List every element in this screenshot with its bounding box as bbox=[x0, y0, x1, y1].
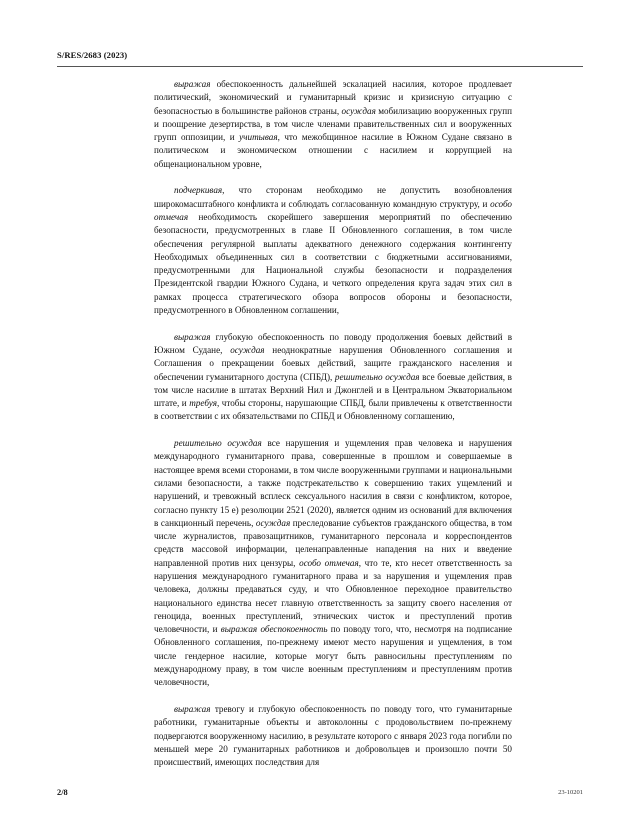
operative-keyword: осуждая bbox=[341, 105, 376, 116]
operative-keyword: решительно осуждая bbox=[334, 371, 420, 382]
paragraph-text: , чтобы стороны, нарушающие СПБД, были привлечены к ответственности в соответствии с их обязательствами по СПБД и Обновленному соглашению, bbox=[154, 398, 512, 422]
paragraph-text: глубокую обеспокоенность по поводу продолжения боевых действий в Южном Судане, bbox=[154, 331, 512, 355]
paragraph-text: все нарушения и ущемления прав человека и нарушения международного гуманитарного права, совершенные в прошлом и совершаемые в настоящее время всеми сторонами, в том числе вооруженными группами и национальными силами безопасности, а также подстрекательство к совершению таких ущемлений и нарушений, и тревожный всплеск сексуального насилия в связи с конфликтом, которое, согласно пункту 15 e) резолюции 2521 (2020), является одним из оснований для включения в санкционный перечень, bbox=[154, 438, 512, 528]
paragraph-text: обеспокоенность дальнейшей эскалацией насилия, которое продлевает политический, экономический и гуманитарный кризис и кризисную ситуацию с безопасностью в большинстве районов страны, bbox=[154, 79, 512, 116]
operative-keyword: подчеркивая bbox=[174, 185, 223, 196]
operative-keyword: требуя bbox=[189, 398, 217, 409]
preamble-paragraph bbox=[154, 184, 512, 317]
operative-keyword: учитывая bbox=[239, 132, 278, 143]
preamble-paragraph bbox=[154, 331, 512, 424]
header-divider bbox=[57, 66, 583, 67]
operative-keyword: выражая обеспокоенность bbox=[220, 624, 328, 635]
page-number: 2/8 bbox=[57, 788, 68, 797]
operative-keyword: выражая bbox=[174, 79, 211, 89]
paragraph-text: мобилизацию вооруженных групп и поощрение дезертирства, в том числе членами правительственных сил и вооруженных групп оппозиции, и bbox=[154, 105, 512, 143]
paragraph-text: по поводу того, что, несмотря на подписание Обновленного соглашения, по-прежнему имеют место нарушения и ущемления, в том числе гендерное насилие, которые могут быть равносильны преступлениям по международному праву, в том числе военным преступлениям и преступлениям против человечности, bbox=[154, 624, 513, 688]
operative-keyword: решительно осуждая bbox=[174, 438, 262, 449]
preamble-paragraph bbox=[154, 703, 512, 769]
document-symbol: S/RES/2683 (2023) bbox=[57, 50, 128, 60]
operative-keyword: особо отмечая bbox=[299, 557, 359, 568]
paragraph-text: необходимость скорейшего завершения мероприятий по обеспечению безопасности, предусмотренных в главе II Обновленного соглашения, в том числе обеспечения регулярной выплаты адекватного денежного содержания контингенту Необходимых объединенных сил в соответствии с бюджетными ассигнованиями, предусмотренными для Национальной службы безопасности и подразделения Президентской гвардии Южного Судана, и четкого определения круга задач этих сил в рамках процесса стратегического обзора вопросов обороны и безопасности, предусмотренного в Обновленном соглашении, bbox=[154, 211, 512, 316]
operative-keyword: выражая bbox=[174, 703, 211, 714]
operative-keyword: осуждая bbox=[230, 344, 265, 355]
paragraph-text: , что те, кто несет ответственность за нарушения международного гуманитарного права и за нарушения и ущемления прав человека, должны предаваться суду, и что Обновленное переходное правительство национального единства несет главную ответственность за защиту своего населения от геноцида, военных преступлений, этнических чисток и преступлений против человечности, и bbox=[154, 557, 513, 635]
paragraph-text: все боевые действия, в том числе насилие в штатах Верхний Нил и Джонглей и в Центральном Экваториальном штате, и bbox=[154, 371, 512, 409]
paragraph-text: , что межобщинное насилие в Южном Судане связано в политическом и экономическом отношении с насилием и коррупцией на общенациональном уровне, bbox=[154, 132, 512, 169]
operative-keyword: осуждая bbox=[255, 517, 291, 528]
document-number: 23-10201 bbox=[558, 789, 583, 796]
operative-keyword: выражая bbox=[174, 331, 211, 342]
preamble-paragraph bbox=[154, 78, 512, 171]
paragraph-text: , что сторонам необходимо не допустить возобновления широкомасштабного конфликта и соблюдать согласованную командную структуру, и bbox=[154, 185, 512, 209]
resolution-body bbox=[154, 78, 512, 783]
operative-keyword: особо отмечая bbox=[154, 198, 512, 222]
preamble-paragraph bbox=[154, 437, 512, 690]
paragraph-text: неоднократные нарушения Обновленного соглашения и Соглашения о прекращении боевых действий, защите гражданского населения и обеспечении гуманитарного доступа (СПБД), bbox=[154, 344, 512, 382]
paragraph-text: преследование субъектов гражданского общества, в том числе журналистов, правозащитников, гуманитарного персонала и корреспондентов средств массовой информации, целенаправленные нападения на них и введение направленной против них цензуры, bbox=[154, 517, 512, 568]
paragraph-text: тревогу и глубокую обеспокоенность по поводу того, что гуманитарные работники, гуманитарные объекты и автоколонны с продовольствием по-прежнему подвергаются вооруженному насилию, в результате которого с января 2023 года погибли по меньшей мере 20 гуманитарных работников и добровольцев и произошло почти 50 происшествий, имеющих последствия для bbox=[154, 703, 512, 768]
